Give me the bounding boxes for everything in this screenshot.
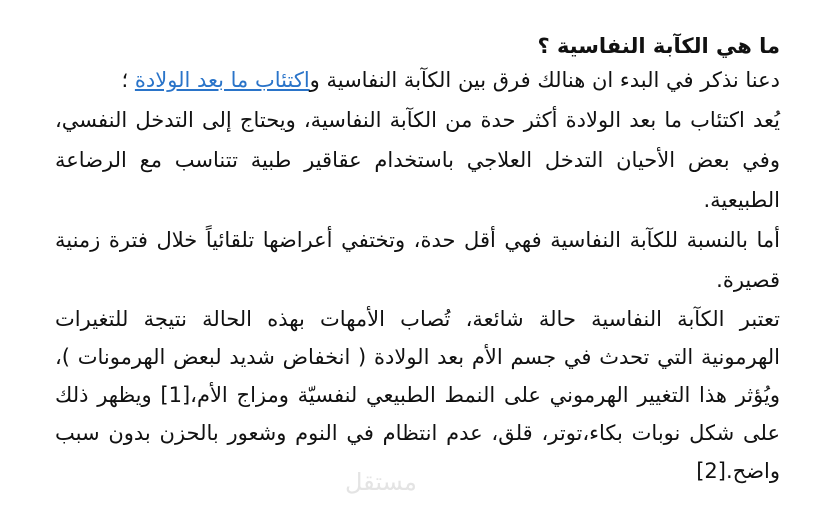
paragraph-causes: تعتبر الكآبة النفاسية حالة شائعة، تُصاب الأمهات بهذه الحالة نتيجة للتغيرات الهرمونية التي تحدث في جسم الأم بعد الولادة ( انخفاض شديد لبعض الهرمونات )، ويُؤثر هذا التغيير الهرموني على النمط الطبيعي لنفسيّة ومزاج الأم،[1] ويظهر ذلك على شكل نوبات بكاء،توتر، قلق، عدم انتظام في النوم وشعور بالحزن بدون سبب واضح.[2] [55,307,780,483]
watermark-logo: مستقل [345,468,417,496]
article-heading: ما هي الكآبة النفاسية ؟ [537,34,780,58]
postpartum-depression-link[interactable]: اكتئاب ما بعد الولادة [134,68,310,92]
intro-text: دعنا نذكر في البدء ان هنالك فرق بين الكآبة النفاسية و [309,68,780,92]
intro-punctuation: ؛ [121,68,135,92]
paragraph-postpartum-depression: يُعد اكتئاب ما بعد الولادة أكثر حدة من الكآبة النفاسية، ويحتاج إلى التدخل النفسي، وفي بعض الأحيان التدخل العلاجي باستخدام عقاقير طبية تتناسب مع الرضاعة الطبيعية. [55,108,780,212]
intro-paragraph [55,60,780,100]
article-body [55,32,780,490]
paragraph-baby-blues: أما بالنسبة للكآبة النفاسية فهي أقل حدة، وتختفي أعراضها تلقائياً خلال فترة زمنية قصيرة. [55,228,780,292]
